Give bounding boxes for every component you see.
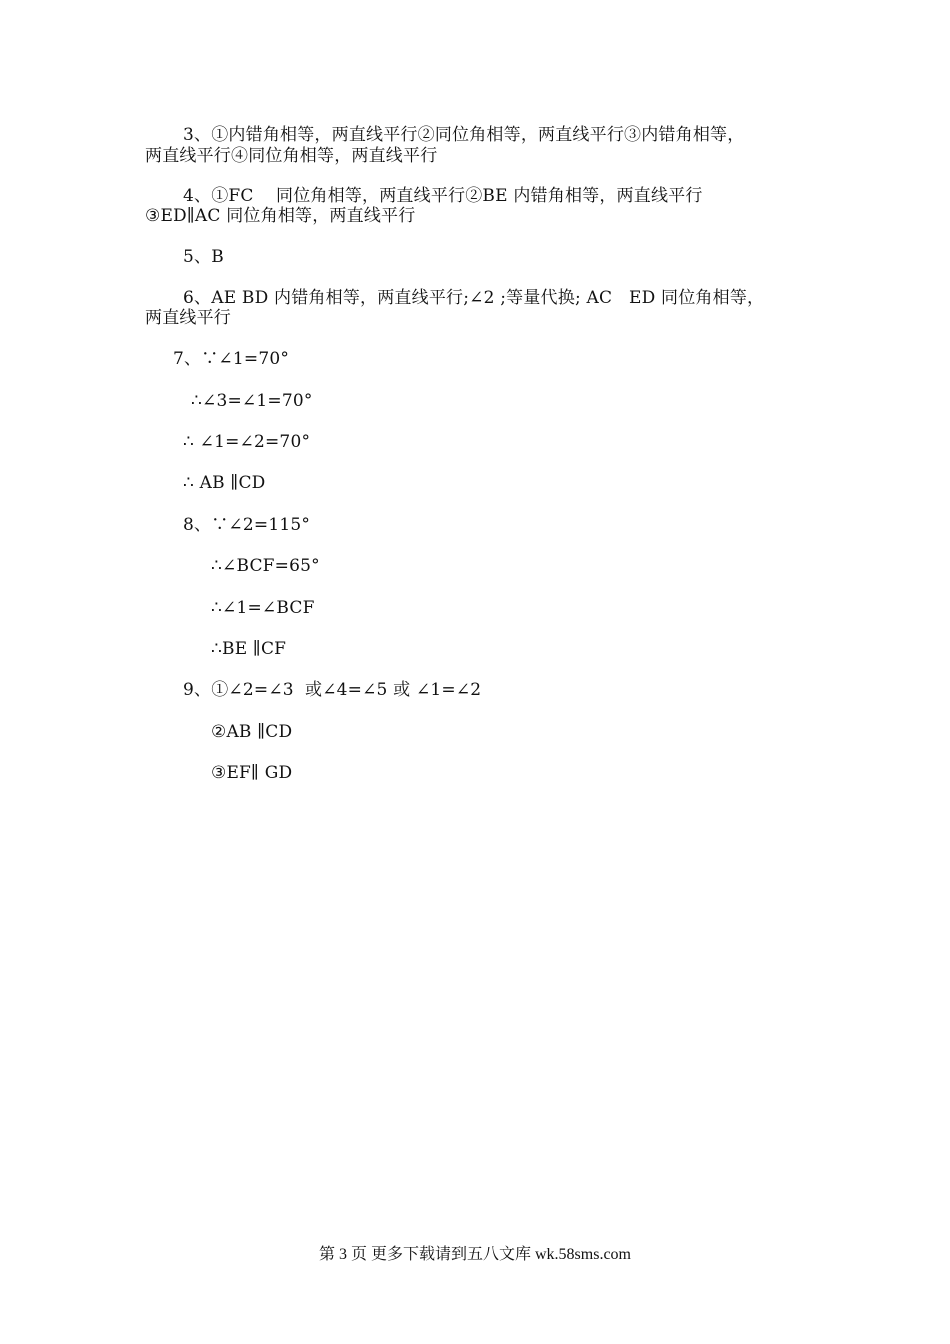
answer-4-line-2: ③ED∥AC 同位角相等，两直线平行: [145, 206, 416, 226]
answer-9-line-1: 9、①∠2=∠3 或∠4=∠5 或 ∠1=∠2: [183, 680, 482, 700]
answer-4-line-1: 4、①FC 同位角相等，两直线平行②BE 内错角相等，两直线平行: [183, 186, 703, 206]
answer-8-line-4: ∴BE ∥CF: [211, 639, 287, 659]
answer-8-line-3: ∴∠1=∠BCF: [211, 598, 315, 618]
answer-7-line-1: 7、∵∠1=70°: [173, 349, 290, 369]
answer-7-line-4: ∴ AB ∥CD: [183, 473, 266, 493]
answer-9-line-2: ②AB ∥CD: [211, 722, 293, 742]
answer-9-line-3: ③EF∥ GD: [211, 763, 293, 783]
page-footer: 第 3 页 更多下载请到五八文库 wk.58sms.com: [318, 1246, 631, 1263]
answer-3-line-2: 两直线平行④同位角相等，两直线平行: [145, 146, 438, 166]
answer-6-line-2: 两直线平行: [145, 308, 231, 328]
answer-8-line-1: 8、∵∠2=115°: [183, 515, 311, 535]
answer-3-line-1: 3、①内错角相等，两直线平行②同位角相等，两直线平行③内错角相等，: [183, 125, 745, 145]
answer-6-line-1: 6、AE BD 内错角相等，两直线平行;∠2 ;等量代换; AC ED 同位角相等，: [183, 288, 765, 308]
answer-7-line-3: ∴ ∠1=∠2=70°: [183, 432, 311, 452]
answer-8-line-2: ∴∠BCF=65°: [211, 556, 320, 576]
answer-5-line-1: 5、B: [183, 247, 224, 267]
answer-7-line-2: ∴∠3=∠1=70°: [191, 391, 313, 411]
